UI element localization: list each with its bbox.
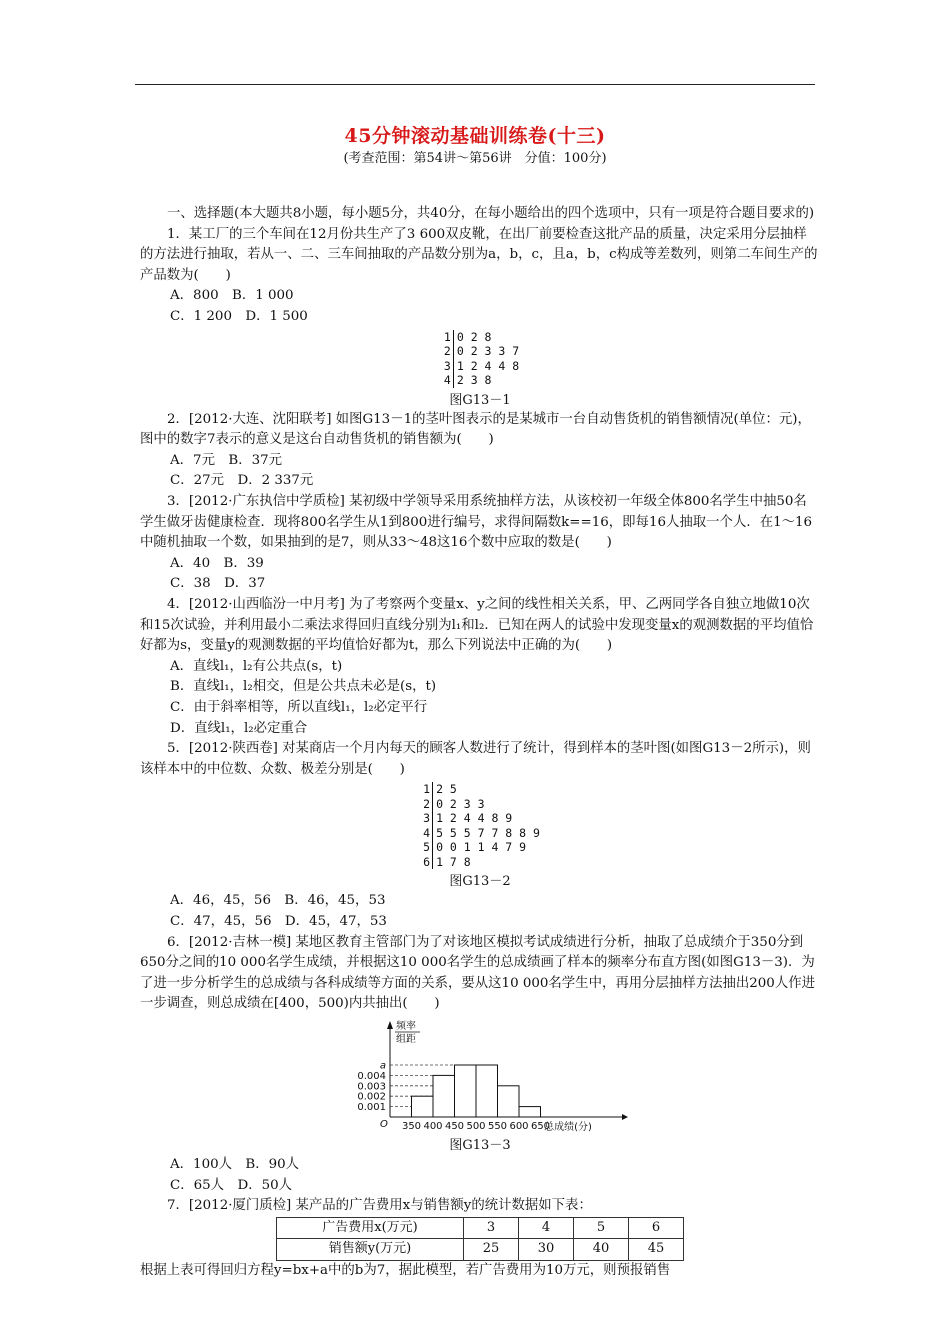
leaf-values: 0 2 8	[456, 329, 492, 344]
y-tick-label: a	[379, 1060, 386, 1072]
histogram-bar	[433, 1075, 455, 1117]
stem-value: 4	[420, 826, 433, 841]
q5-options-cd: C．47，45，56 D．45，47，53	[170, 914, 387, 930]
y-axis-arrow-icon	[387, 1021, 393, 1029]
question-6: 6．[2012·吉林一模] 某地区教育主管部门为了对该地区模拟考试成绩进行分析，抽取了总成绩介于350分到650分之间的10 000名学生成绩，并根据这10 000名学生的总成绩画了样本的频率分布直方图(如图G13－3)．为了进一步分析学生的总成绩与各科成绩等方面的关系，要从这10 000名学生中，再用分层抽样方法抽出200人作进一步调查，则总成绩在[400，500)内共抽出( )	[140, 934, 815, 1012]
q2-options-cd: C．27元 D．2 337元	[170, 473, 314, 489]
x-tick-label: 450	[444, 1121, 465, 1132]
leaf-values: 0 2 3 3 7	[456, 344, 520, 359]
x-tick-label: 400	[423, 1121, 443, 1132]
x-tick-label: 350	[401, 1121, 422, 1132]
question-7-continued: 根据上表可得回归方程y=bx+a中的b为7，据此模型，若广告费用为10万元，则预报销售	[140, 1262, 671, 1278]
stem-value: 2	[420, 797, 433, 812]
q6-options-ab: A．100人 B．90人	[170, 1157, 300, 1172]
table-cell: 4	[519, 1217, 574, 1239]
y-tick-label: 0.003	[357, 1081, 386, 1093]
histogram-bar	[519, 1107, 541, 1117]
stem-leaf-row	[420, 855, 540, 870]
leaf-values: 5 5 5 7 7 8 8 9	[436, 825, 540, 840]
table-cell: 45	[629, 1239, 684, 1261]
table-row	[277, 1239, 684, 1261]
stem-value: 1	[441, 330, 454, 345]
origin-label: O	[380, 1119, 388, 1130]
stem-leaf-row	[420, 840, 540, 855]
figure-caption-1: 图G13－1	[449, 392, 511, 408]
q3-options-cd: C．38 D．37	[170, 576, 266, 592]
leaf-values: 1 7 8	[436, 854, 471, 869]
question-3: 3．[2012·广东执信中学质检] 某初级中学领导采用系统抽样方法，从该校初一年级全体800名学生中抽50名学生做牙齿健康检查．现将800名学生从1到800进行编号，求得间隔数k==16，即每16人抽取一个人．在1～16中随机抽取一个数，如果抽到的是7，则从33～48这16个数中应取的数是( )	[140, 494, 813, 551]
figure-caption-3: 图G13－3	[449, 1138, 511, 1153]
table-cell: 40	[574, 1239, 629, 1261]
q4-option-a: A．直线l₁，l₂有公共点(s，t)	[170, 658, 343, 674]
ad-sales-table	[276, 1217, 684, 1261]
stem-leaf-figure-2	[140, 780, 820, 891]
stem-leaf-figure-1	[140, 328, 820, 410]
table-row-header: 广告费用x(万元)	[277, 1217, 464, 1239]
document-body	[140, 204, 820, 1282]
q2-options-ab: A．7元 B．37元	[170, 452, 283, 468]
y-tick-label: 0.004	[357, 1070, 386, 1082]
leaf-values: 0 0 1 1 4 7 9	[436, 840, 527, 855]
section-heading: 一、选择题(本大题共8小题，每小题5分，共40分，在每小题给出的四个选项中，只有一项是符合题目要求的)	[167, 206, 815, 221]
leaf-values: 1 2 4 4 8	[456, 358, 520, 373]
stem-leaf-row	[441, 359, 519, 374]
histogram-bar	[498, 1086, 520, 1117]
q4-option-d: D．直线l₁，l₂必定重合	[170, 720, 308, 736]
leaf-values: 2 5	[436, 782, 457, 797]
y-axis-label-top: 频率	[396, 1021, 416, 1032]
q5-options-ab: A．46，45，56 B．46，45，53	[170, 893, 386, 909]
x-tick-label: 500	[466, 1121, 486, 1132]
stem-value: 2	[441, 344, 454, 359]
stem-leaf-row	[441, 330, 519, 345]
stem-leaf-plot-1	[441, 330, 519, 388]
table-row	[277, 1217, 684, 1239]
table-cell: 25	[464, 1239, 519, 1261]
x-axis-label: 总成绩(分)	[544, 1122, 592, 1133]
q6-options-cd: C．65人 D．50人	[170, 1177, 293, 1193]
y-tick-label: 0.001	[357, 1102, 386, 1114]
q1-options-cd: C．1 200 D．1 500	[170, 308, 308, 324]
stem-value: 6	[420, 855, 433, 870]
table-cell: 6	[629, 1217, 684, 1239]
x-tick-label: 600	[509, 1121, 529, 1132]
stem-value: 1	[420, 782, 433, 797]
leaf-values: 1 2 4 4 8 9	[436, 811, 513, 826]
stem-leaf-row	[420, 797, 540, 812]
question-4: 4．[2012·山西临汾一中月考] 为了考察两个变量x、y之间的线性相关关系，甲、乙两同学各自独立地做10次和15次试验，并利用最小二乘法求得回归直线分别为l₁和l₂．已知在两人的试验中发现变量x的观测数据的平均值恰好都为s，变量y的观测数据的平均值恰好都为t，那么下列说法中正确的为( )	[140, 597, 814, 654]
page-title: 45分钟滚动基础训练卷(十三)	[344, 125, 606, 147]
stem-leaf-row	[420, 782, 540, 797]
histogram-bar	[412, 1096, 434, 1117]
q4-option-b: B．直线l₁，l₂相交，但是公共点未必是(s，t)	[170, 679, 437, 695]
y-axis-label-bottom: 组距	[396, 1034, 416, 1045]
q3-options-ab: A．40 B．39	[170, 555, 264, 571]
stem-value: 3	[441, 359, 454, 374]
table-cell: 5	[574, 1217, 629, 1239]
frequency-histogram	[330, 1017, 630, 1137]
stem-leaf-row	[441, 344, 519, 359]
histogram-bar	[476, 1065, 498, 1117]
question-7: 7．[2012·厦门质检] 某产品的广告费用x与销售额y的统计数据如下表：	[167, 1198, 592, 1214]
histogram-bar	[455, 1065, 477, 1117]
q4-option-c: C．由于斜率相等，所以直线l₁，l₂必定平行	[170, 699, 428, 715]
x-axis-arrow-icon	[622, 1114, 628, 1120]
page-subtitle: (考查范围：第54讲～第56讲 分值：100分)	[343, 151, 607, 166]
y-tick-label: 0.002	[357, 1091, 386, 1103]
top-rule	[135, 84, 815, 85]
q1-options-ab: A．800 B．1 000	[170, 288, 294, 304]
table-cell: 30	[519, 1239, 574, 1261]
stem-leaf-row	[441, 373, 519, 388]
leaf-values: 2 3 8	[456, 373, 492, 388]
leaf-values: 0 2 3 3	[436, 796, 485, 811]
table-row-header: 销售额y(万元)	[277, 1239, 464, 1261]
question-2: 2．[2012·大连、沈阳联考] 如图G13－1的茎叶图表示的是某城市一台自动售货机的销售额情况(单位：元)，图中的数字7表示的意义是这台自动售货机的销售额为( )	[140, 411, 811, 448]
question-5: 5．[2012·陕西卷] 对某商店一个月内每天的顾客人数进行了统计，得到样本的茎叶图(如图G13－2所示)，则该样本中的中位数、众数、极差分别是( )	[140, 741, 811, 777]
x-tick-label: 550	[487, 1121, 508, 1132]
stem-leaf-row	[420, 811, 540, 826]
stem-value: 3	[420, 811, 433, 826]
table-cell: 3	[464, 1217, 519, 1239]
x-tick-label: 650	[530, 1121, 551, 1132]
stem-value: 4	[441, 373, 454, 388]
stem-leaf-plot-2	[420, 782, 540, 869]
question-1: 1．某工厂的三个车间在12月份共生产了3 600双皮靴，在出厂前要检查这批产品的质量，决定采用分层抽样的方法进行抽取，若从一、二、三车间抽取的产品数分别为a，b，c，且a，b，c构成等差数列，则第二车间生产的产品数为( )	[140, 226, 818, 283]
stem-value: 5	[420, 840, 433, 855]
figure-caption-2: 图G13－2	[449, 874, 511, 890]
stem-leaf-row	[420, 826, 540, 841]
